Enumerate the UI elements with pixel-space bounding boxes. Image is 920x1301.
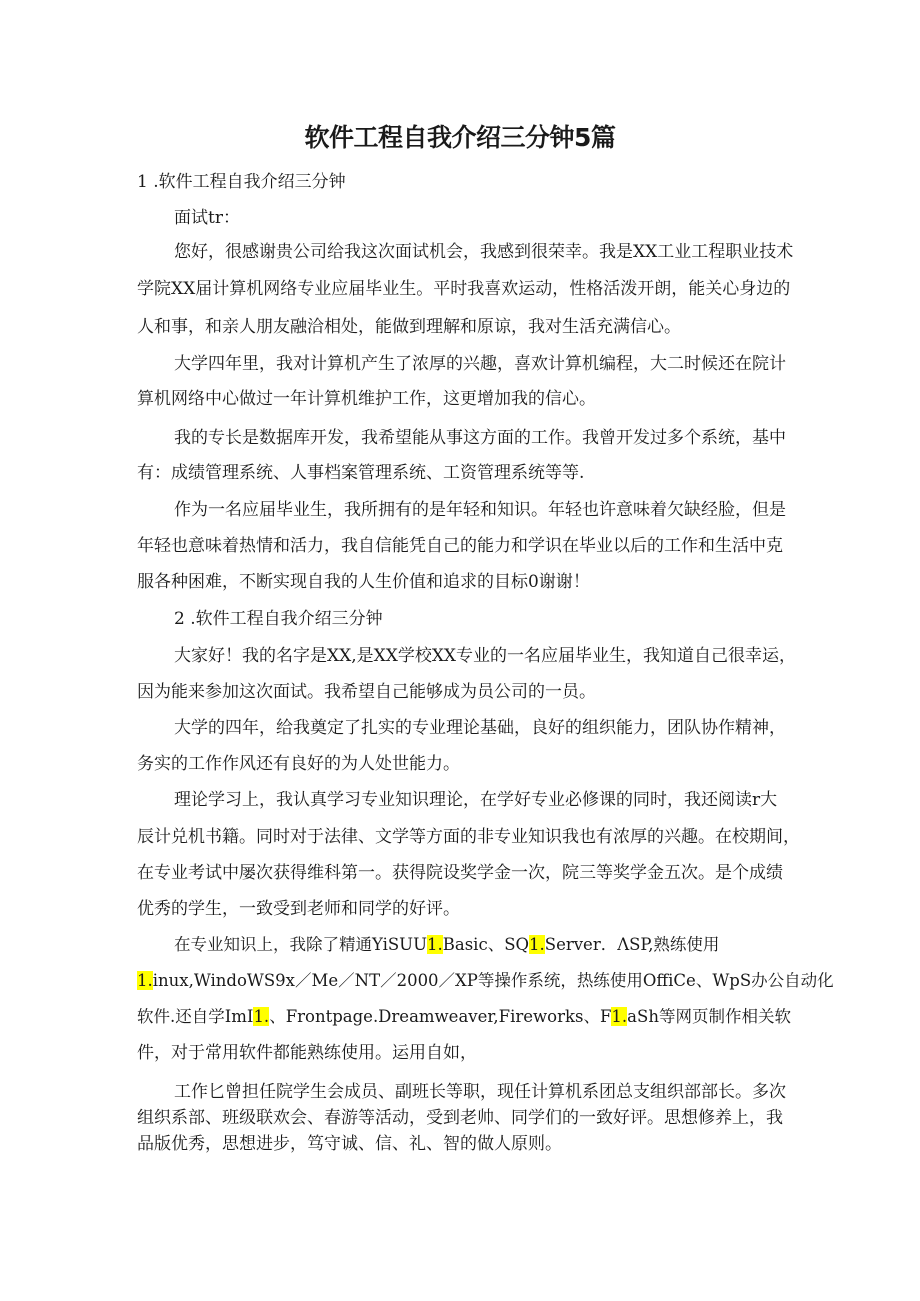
paragraph-7-line-3: 在专业考试中屡次获得维科第一。获得院设奖学金一次，院三等奖学金五次。是个成绩	[137, 863, 783, 883]
paragraph-1-line-3: 人和事，和亲人朋友融洽相处，能做到理解和原谅，我对生活充满信心。	[137, 317, 681, 337]
highlight-mark: 1.	[611, 1007, 628, 1026]
paragraph-8-line-1: 在专业知识上，我除了精通YiSUU1.Basic、SQ1.Server．ΛSP,熟练使用	[174, 935, 720, 954]
paragraph-4-line-2: 年轻也意味着热情和活力，我自信能凭自己的能力和学识在毕业以后的工作和生活中克	[137, 536, 783, 556]
paragraph-8-line-2: 1.inux,WindoWS9x／Me／NT／2000／XP等操作系统，热练使用OffiCe、WpS办公自动化	[137, 971, 834, 990]
paragraph-9-line-1: 工作匕曾担任院学生会成员、副班长等职，现任计算机系团总支组织部部长。多次	[174, 1082, 786, 1102]
paragraph-2-line-1: 大学四年里，我对计算机产生了浓厚的兴趣，喜欢计算机编程，大二时候还在院计	[174, 354, 786, 374]
paragraph-7-line-2: 辰计兑机书籍。同时对于法律、文学等方面的非专业知识我也有浓厚的兴趣。在校期间，	[137, 827, 800, 847]
paragraph-4-line-3: 服各种困难，不断实现自我的人生价值和追求的目标0谢谢！	[137, 572, 590, 592]
paragraph-7-line-1: 理论学习上，我认真学习专业知识理论，在学好专业必修课的同时，我还阅读r大	[174, 790, 778, 810]
paragraph-6-line-2: 务实的工作作风还有良好的为人处世能力。	[137, 754, 460, 774]
paragraph-9-line-2: 组织系部、班级联欢会、春游等活动，受到老帅、同学们的一致好评。思想修养上，我	[137, 1108, 783, 1128]
paragraph-5-line-1: 大家好！我的名字是XX,是XX学校XX专业的一名应届毕业生，我知道自己很幸运，	[174, 646, 797, 666]
paragraph-1-line-2: 学院XX届计算机网络专业应届毕业生。平时我喜欢运动，性格活泼开朗，能关心身边的	[137, 279, 791, 299]
paragraph-2-line-2: 算机网络中心做过一年计算机维护工作，这更增加我的信心。	[137, 389, 596, 409]
section-1-heading: 1 .软件工程自我介绍三分钟	[137, 172, 346, 192]
paragraph-3-line-2: 有：成绩管理系统、人事档案管理系统、工资管理系统等等.	[137, 463, 585, 483]
highlight-mark: 1.	[427, 935, 443, 954]
paragraph-6-line-1: 大学的四年，给我奠定了扎实的专业理论基础，良好的组织能力，团队协作精神，	[174, 718, 786, 738]
greeting: 面试tr：	[174, 208, 240, 228]
paragraph-4-line-1: 作为一名应届毕业生，我所拥有的是年轻和知识。年轻也许意味着欠缺经脸，但是	[174, 500, 786, 520]
paragraph-7-line-4: 优秀的学生，一致受到老师和同学的好评。	[137, 899, 460, 919]
paragraph-8-line-4: 件，对于常用软件都能熟练使用。运用自如，	[137, 1043, 477, 1063]
paragraph-3-line-1: 我的专长是数据库开发，我希望能从事这方面的工作。我曾开发过多个系统，基中	[174, 428, 786, 448]
highlight-mark: 1.	[529, 935, 545, 954]
paragraph-1-line-1: 您好，很感谢贵公司给我这次面试机会，我感到很荣幸。我是XX工业工程职业技术	[174, 242, 794, 262]
highlight-mark: 1.	[137, 971, 153, 990]
document-title: 软件工程自我介绍三分钟5篇	[304, 123, 616, 152]
paragraph-5-line-2: 因为能来参加这次面试。我希望自己能够成为员公司的一员。	[137, 682, 596, 702]
section-2-heading: 2 .软件工程自我介绍三分钟	[174, 609, 383, 629]
paragraph-8-line-3: 软件.还自学ImI1.、Frontpage.Dreamweaver,Fireworks、F1.aSh等网页制作相关软	[137, 1007, 791, 1026]
paragraph-9-line-3: 品版优秀，思想进步，笃守诚、信、礼、智的做人原则。	[137, 1134, 562, 1154]
highlight-mark: 1.	[253, 1007, 270, 1026]
